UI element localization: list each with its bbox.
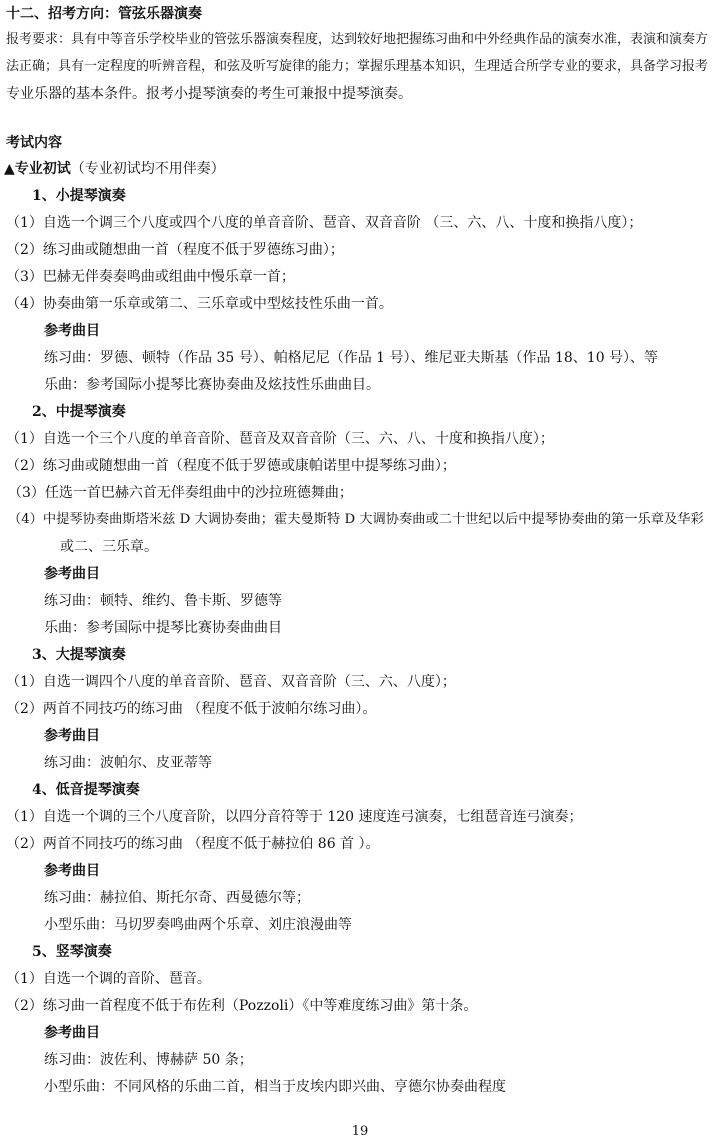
- reference-heading: 参考曲目: [44, 323, 100, 339]
- reference-item: 练习曲：波帕尔、皮亚蒂等: [44, 755, 212, 771]
- cello-heading: 3、大提琴演奏: [32, 647, 126, 663]
- list-item: （2）练习曲或随想曲一首（程度不低于罗德或康帕诺里中提琴练习曲）；: [6, 458, 456, 474]
- list-item: （2）两首不同技巧的练习曲 （程度不低于波帕尔练习曲）。: [6, 701, 377, 717]
- preliminary-title: ▲专业初试: [4, 161, 71, 177]
- reference-item: 小型乐曲：马切罗奏鸣曲两个乐章、刘庄浪漫曲等: [44, 917, 352, 933]
- reference-item: 练习曲：波佐利、博赫萨 50 条；: [44, 1052, 253, 1068]
- harp-heading: 5、竖琴演奏: [32, 944, 112, 960]
- requirements-line: 法正确；具有一定程度的听辨音程，和弦及听写旋律的能力；掌握乐理基本知识，生理适合所学专业的要求，具备学习报考: [6, 59, 709, 74]
- reference-item: 练习曲：赫拉伯、斯托尔奇、西曼德尔等；: [44, 890, 310, 906]
- viola-heading: 2、中提琴演奏: [32, 404, 126, 420]
- reference-item: 小型乐曲：不同风格的乐曲二首，相当于皮埃内即兴曲、亨德尔协奏曲程度: [44, 1079, 506, 1095]
- list-item: （4）中提琴协奏曲斯塔米兹 D 大调协奏曲；霍夫曼斯特 D 大调协奏曲或二十世纪以后中提琴协奏曲的第一乐章及华彩: [8, 512, 704, 527]
- reference-item: 乐曲：参考国际小提琴比赛协奏曲及炫技性乐曲曲目。: [44, 377, 380, 393]
- list-item: （1）自选一个调的音阶、琶音。: [6, 971, 211, 987]
- list-item: （2）两首不同技巧的练习曲 （程度不低于赫拉伯 86 首 ）。: [6, 836, 380, 852]
- double-bass-heading: 4、低音提琴演奏: [32, 782, 140, 798]
- list-item: （2）练习曲一首程度不低于布佐利（Pozzoli）《中等难度练习曲》第十条。: [6, 998, 478, 1014]
- list-item: （1）自选一个调的三个八度音阶，以四分音符等于 120 速度连弓演奏，七组琶音连弓演奏；: [6, 809, 583, 825]
- reference-item: 练习曲：罗德、顿特（作品 35 号）、帕格尼尼（作品 1 号）、维尼亚夫斯基（作品 18、10 号）、等: [44, 350, 659, 366]
- preliminary-heading: [4, 159, 225, 179]
- list-item: （1）自选一个三个八度的单音音阶、琶音及双音音阶（三、六、八、十度和换指八度）；: [6, 431, 554, 447]
- section-title: 十二、招考方向：管弦乐器演奏: [6, 6, 202, 22]
- list-item: （1）自选一个调三个八度或四个八度的单音音阶、琶音、双音音阶 （三、六、八、十度和换指八度）；: [6, 215, 643, 231]
- reference-item: 乐曲：参考国际中提琴比赛协奏曲曲目: [44, 620, 282, 636]
- reference-heading: 参考曲目: [44, 566, 100, 582]
- preliminary-note: （专业初试均不用伴奏）: [70, 161, 225, 177]
- reference-heading: 参考曲目: [44, 728, 100, 744]
- violin-heading: 1、小提琴演奏: [32, 188, 126, 204]
- list-item: （3）任选一首巴赫六首无伴奏组曲中的沙拉班德舞曲；: [8, 485, 353, 501]
- requirements-line: 报考要求：具有中等音乐学校毕业的管弦乐器演奏程度，达到较好地把握练习曲和中外经典作品的演奏水准，表演和演奏方: [6, 32, 709, 47]
- requirements-line: 专业乐器的基本条件。报考小提琴演奏的考生可兼报中提琴演奏。: [6, 86, 412, 102]
- list-item: （2）练习曲或随想曲一首（程度不低于罗德练习曲）；: [6, 242, 344, 258]
- list-item-continuation: 或二、三乐章。: [60, 539, 158, 555]
- list-item: （3）巴赫无伴奏奏鸣曲或组曲中慢乐章一首；: [6, 269, 295, 285]
- page-number: 19: [351, 1124, 369, 1139]
- list-item: （1）自选一调四个八度的单音音阶、琶音、双音音阶（三、六、八度）；: [6, 674, 456, 690]
- list-item: （4）协奏曲第一乐章或第二、三乐章或中型炫技性乐曲一首。: [6, 296, 393, 312]
- reference-heading: 参考曲目: [44, 1025, 100, 1041]
- reference-heading: 参考曲目: [44, 863, 100, 879]
- reference-item: 练习曲：顿特、维约、鲁卡斯、罗德等: [44, 593, 282, 609]
- exam-content-heading: 考试内容: [6, 135, 62, 151]
